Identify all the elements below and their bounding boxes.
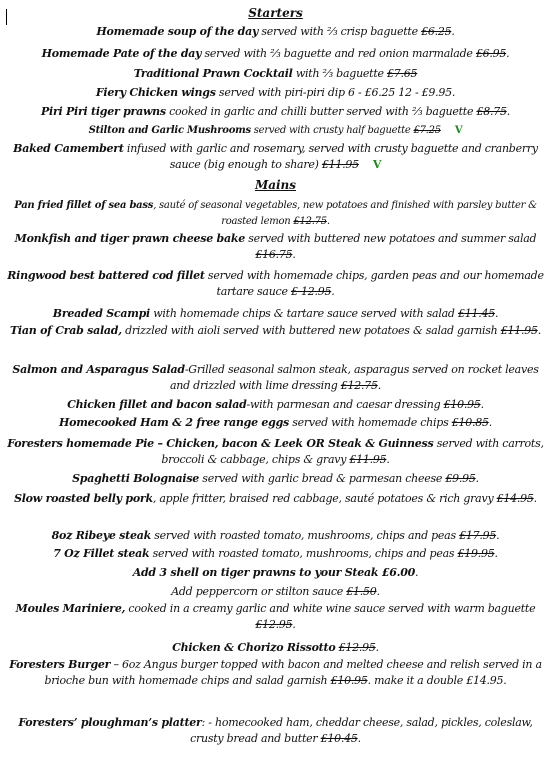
dish-price: £7.65: [387, 67, 418, 80]
dish-tail: .: [415, 566, 419, 579]
dish-name: Foresters homemade Pie – Chicken, bacon & Leek OR Steak & Guinness: [7, 437, 434, 450]
dish-tail: .: [292, 618, 296, 631]
dish-name: Baked Camembert: [13, 142, 124, 155]
dish-tail: .: [331, 285, 335, 298]
menu-item: [4, 198, 547, 230]
dish-name: Chicken & Chorizo Rissotto: [172, 641, 336, 654]
dish-name: Chicken fillet and bacon salad: [67, 398, 247, 411]
dish-name: Breaded Scampi: [52, 307, 150, 320]
dish-description: served with homemade chips, garden peas and our homemade tartare sauce: [204, 269, 544, 298]
menu-item: [4, 601, 547, 633]
menu-item: [4, 584, 547, 600]
menu-item: [4, 397, 547, 413]
dish-name: Stilton and Garlic Mushrooms: [88, 125, 251, 136]
dish-name: 7 Oz Fillet steak: [53, 547, 150, 560]
dish-price: £19.95: [457, 547, 495, 560]
dish-price: £12.95: [255, 618, 293, 631]
dish-name: Homemade Pate of the day: [41, 47, 202, 60]
vegetarian-mark: V: [454, 125, 463, 136]
menu-item: [4, 268, 547, 300]
menu-item: [4, 323, 547, 339]
dish-price: £16.75: [255, 248, 293, 261]
dish-name: Homemade soup of the day: [96, 25, 259, 38]
dish-tail: .: [506, 105, 510, 118]
dish-tail: .: [537, 324, 541, 337]
menu-item: [4, 640, 547, 656]
dish-name: Tian of Crab salad,: [10, 324, 122, 337]
dish-description: with homemade chips & tartare sauce served with salad: [150, 307, 458, 320]
dish-tail: .: [451, 25, 455, 38]
menu-item: [4, 85, 547, 101]
menu-item: [4, 66, 547, 82]
dish-description: , apple fritter, braised red cabbage, sauté potatoes & rich gravy: [152, 492, 497, 505]
dish-description: served with garlic bread & parmesan cheese: [199, 472, 446, 485]
dish-name: Ringwood best battered cod fillet: [7, 269, 205, 282]
dish-tail: .: [494, 307, 499, 320]
dish-price: £11.95: [321, 158, 359, 171]
dish-name: Monkfish and tiger prawn cheese bake: [14, 232, 245, 245]
dish-tail: .: [377, 379, 382, 392]
dish-tail: . make it a double £14.95.: [367, 674, 507, 687]
dish-price: £14.95: [496, 492, 534, 505]
menu-item: [4, 565, 547, 581]
dish-price: £10.95: [443, 398, 481, 411]
dish-description: served with buttered new potatoes and summer salad: [245, 232, 537, 245]
dish-price: £7.25: [413, 125, 441, 136]
dish-description: , sauté of seasonal vegetables, new potatoes and finished with parsley butter & roasted lemon: [153, 200, 537, 227]
dish-name: Spaghetti Bolognaise: [72, 472, 200, 485]
dish-price: £9.95: [445, 472, 476, 485]
menu-item: [4, 46, 547, 62]
menu-item: [4, 715, 547, 747]
dish-name: Moules Mariniere,: [15, 602, 126, 615]
dish-description: : - homecooked ham, cheddar cheese, salad, pickles, coleslaw, crusty bread and butter: [190, 716, 533, 745]
dish-name: Homecooked Ham & 2 free range eggs: [59, 416, 289, 429]
dish-description: -with parmesan and caesar dressing: [246, 398, 444, 411]
dish-description: served with homemade chips: [288, 416, 452, 429]
dish-tail: .: [357, 732, 361, 745]
dish-tail: .: [375, 641, 379, 654]
dish-tail: .: [496, 529, 500, 542]
dish-name: Fiery Chicken wings: [95, 86, 216, 99]
dish-name: Salmon and Asparagus Salad: [12, 363, 185, 376]
dish-name: Pan fried fillet of sea bass: [14, 200, 154, 211]
dish-tail: .: [386, 453, 390, 466]
menu-item: [4, 24, 547, 40]
dish-price: £17.95: [459, 529, 497, 542]
menu-item: [4, 362, 547, 394]
dish-price: £8.75: [476, 105, 507, 118]
dish-price: £10.45: [320, 732, 358, 745]
dish-price: £10.95: [330, 674, 368, 687]
dish-price: £ 12.95: [290, 285, 332, 298]
dish-price: £11.45: [457, 307, 495, 320]
dish-price: £6.25: [421, 25, 452, 38]
dish-description: cooked in a creamy garlic and white wine sauce served with warm baguette: [125, 602, 536, 615]
dish-description: served with piri-piri dip 6 - £6.25 12 - £9.95: [215, 86, 452, 99]
dish-tail: .: [376, 585, 380, 598]
dish-tail: .: [292, 248, 296, 261]
dish-description: with ⅔ baguette: [292, 67, 388, 80]
dish-price: £1.50: [346, 585, 377, 598]
dish-tail: .: [475, 472, 479, 485]
dish-description: infused with garlic and rosemary, served with crusty baguette and cranberry sauce (big enough to share): [123, 142, 538, 171]
dish-name: Foresters’ ploughman’s platter: [18, 716, 202, 729]
dish-price: £11.95: [500, 324, 538, 337]
dish-name: Traditional Prawn Cocktail: [133, 67, 293, 80]
menu-item: [4, 141, 547, 173]
menu-item: [4, 471, 547, 487]
dish-tail: .: [326, 216, 330, 227]
dish-price: £11.95: [349, 453, 387, 466]
dish-price: £6.95: [475, 47, 507, 60]
dish-description: served with ⅔ crisp baguette: [258, 25, 422, 38]
vegetarian-mark: V: [372, 158, 382, 171]
dish-tail: .: [494, 547, 498, 560]
dish-price: £12.75: [340, 379, 378, 392]
dish-price: £12.75: [293, 216, 327, 227]
dish-description: -Grilled seasonal salmon steak, asparagus served on rocket leaves and drizzled with lime dressing: [169, 363, 539, 392]
mains-heading: Mains: [254, 178, 297, 192]
menu-item: [4, 546, 547, 562]
dish-tail: .: [506, 47, 510, 60]
menu-item: [4, 231, 547, 263]
dish-description: Add peppercorn or stilton sauce: [171, 585, 347, 598]
dish-tail: .: [488, 416, 492, 429]
menu-item: [4, 104, 547, 120]
starters-heading: Starters: [248, 6, 303, 20]
menu-item: [4, 491, 547, 507]
dish-tail: .: [451, 86, 456, 99]
dish-description: served with carrots, broccoli & cabbage, chips & gravy: [161, 437, 544, 466]
menu-item: [4, 306, 547, 322]
dish-description: drizzled with aioli served with buttered new potatoes & salad garnish: [121, 324, 501, 337]
dish-price: £10.85: [451, 416, 489, 429]
dish-price: £12.95: [338, 641, 376, 654]
menu-item: [4, 415, 547, 431]
dish-name: Slow roasted belly pork: [14, 492, 153, 505]
dish-name: Add 3 shell on tiger prawns to your Steak £6.00: [132, 566, 416, 579]
dish-description: – 6oz Angus burger topped with bacon and melted cheese and relish served in a brioche bun with homemade chips and salad garnish: [44, 658, 542, 687]
menu-item: [4, 657, 547, 689]
dish-tail: .: [533, 492, 537, 505]
dish-description: served with ⅔ baguette and red onion marmalade: [201, 47, 476, 60]
dish-name: 8oz Ribeye steak: [51, 529, 151, 542]
menu-item: [4, 528, 547, 544]
dish-description: served with crusty half baguette: [250, 125, 414, 136]
menu-item: [4, 123, 547, 139]
dish-tail: .: [480, 398, 484, 411]
dish-description: served with roasted tomato, mushrooms, chips and peas: [150, 529, 460, 542]
dish-description: served with roasted tomato, mushrooms, chips and peas: [149, 547, 458, 560]
dish-description: cooked in garlic and chilli butter served with ⅔ baguette: [165, 105, 477, 118]
menu-item: [4, 436, 547, 468]
dish-name: Foresters Burger: [9, 658, 111, 671]
dish-name: Piri Piri tiger prawns: [41, 105, 166, 118]
